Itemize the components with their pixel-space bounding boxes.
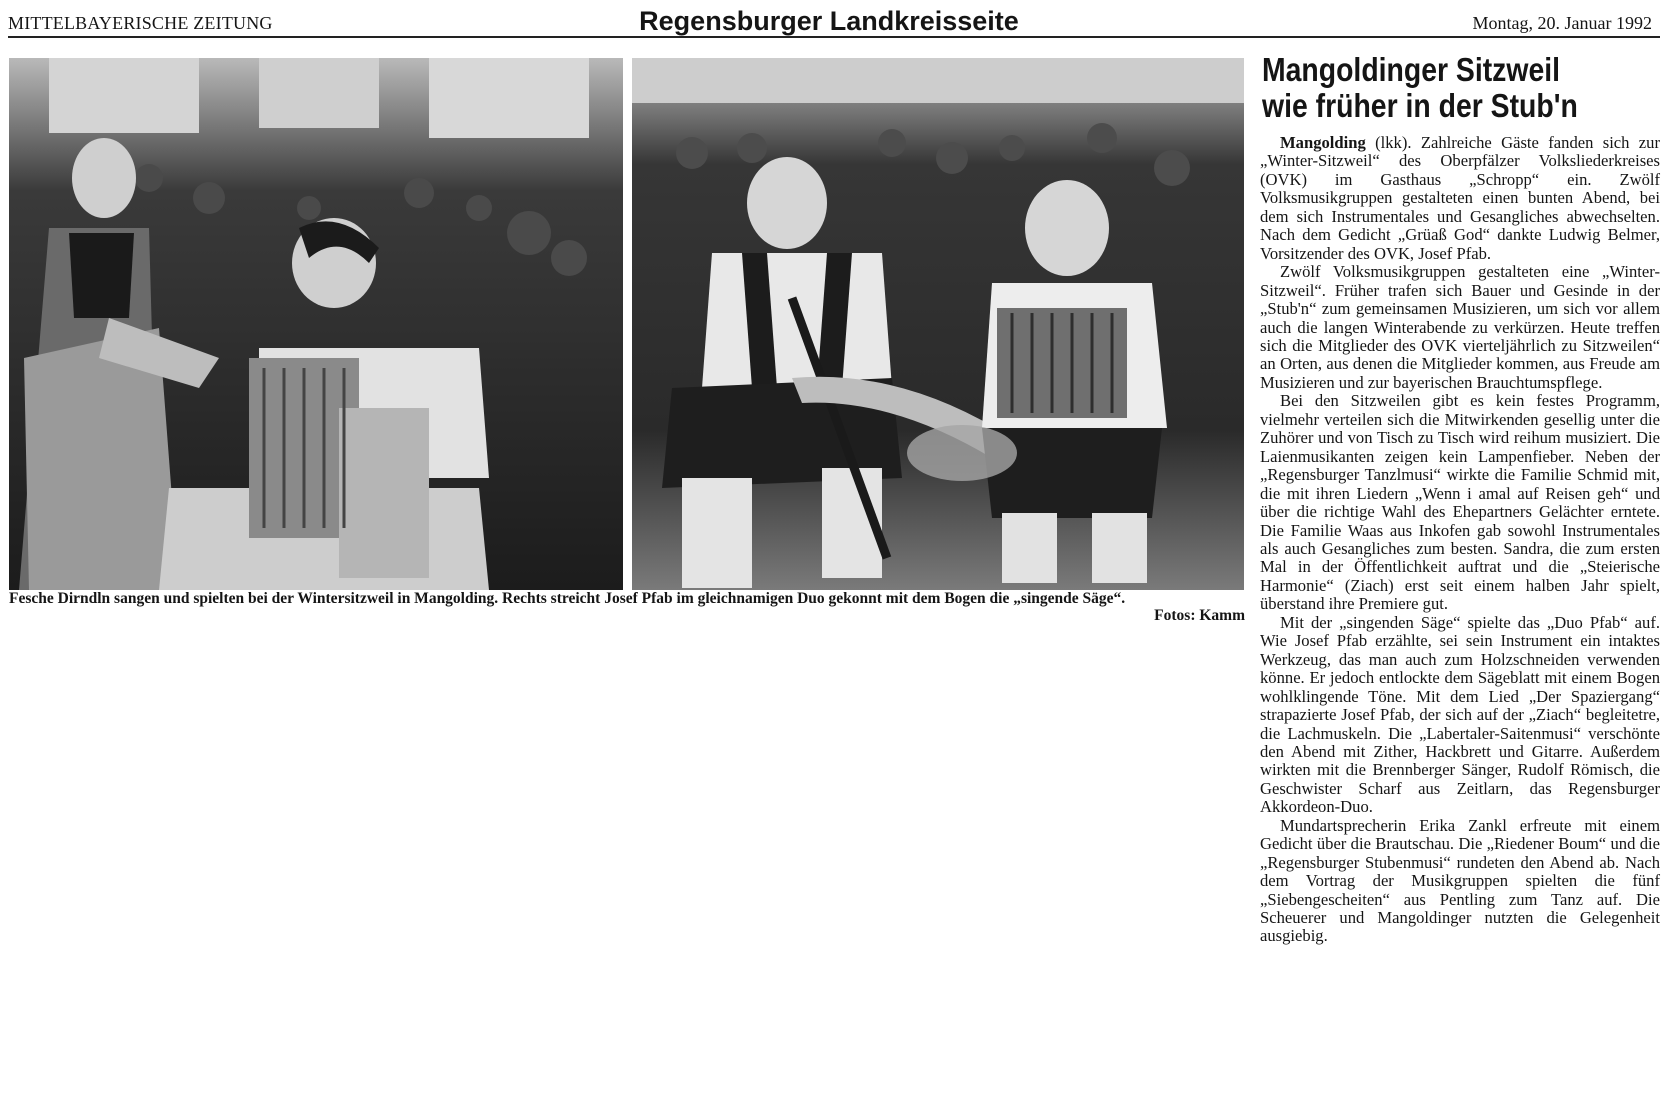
article bbox=[1260, 52, 1660, 946]
paragraph-text: (lkk). Zahlreiche Gäste fanden sich zur „Winter-Sitzweil“ des Oberpfälzer Volksliederkreises (OVK) im Gasthaus „Schropp“ ein. Zwölf Volksmusikgruppen gestalteten einen bunten Abend, bei dem sich Instrumentales und Gesangliches abwechselten. Nach dem Gedicht „Grüaß God“ dankte Ludwig Belmer, Vorsitzender des OVK, Josef Pfab. bbox=[1260, 133, 1660, 263]
article-paragraph: Mit der „singenden Säge“ spielte das „Duo Pfab“ auf. Wie Josef Pfab erzählte, sei sein Instrument ein intaktes Werkzeug, das man auch zum Holzschneiden verwenden könne. Er jedoch entlockte dem Sägeblatt mit einem Bogen wohlklingende Töne. Mit dem Lied „Der Spaziergang“ strapazierte Josef Pfab, der sich auf der „Ziach“ begleitetre, die Lachmuskeln. Die „Labertaler-Saitenmusi“ verschönte den Abend mit Zither, Hackbrett und Gitarre. Außerdem wirkten mit die Brennberger Sänger, Rudolf Römisch, die Geschwister Scharf aus Zeitlarn, das Regensburger Akkordeon-Duo. bbox=[1260, 612, 1660, 817]
masthead bbox=[8, 6, 1660, 36]
section-title: Regensburger Landkreisseite bbox=[639, 6, 1019, 36]
photo-caption bbox=[9, 590, 1245, 624]
photo-right-illustration bbox=[632, 58, 1244, 590]
photo-girls-accordion-zither bbox=[9, 58, 623, 590]
caption-text: Fesche Dirndln sangen und spielten bei der Wintersitzweil in Mangolding. Rechts streicht Josef Pfab im gleichnamigen Duo gekonnt mit dem Bogen die „singende Säge“. bbox=[9, 590, 1126, 607]
article-paragraph: Mundartsprecherin Erika Zankl erfreute mit einem Gedicht über die Brautschau. Die „Riedener Boum“ und die „Regensburger Stubenmusi“ rundeten den Abend ab. Nach dem Vortrag der Musikgruppen spielten die fünf „Siebengescheiten“ aus Pentling zum Tanz auf. Die Scheuerer und Mangoldinger nutzten die Gelegenheit ausgiebig. bbox=[1260, 815, 1660, 946]
dateline: Mangolding bbox=[1280, 133, 1366, 152]
article-headline bbox=[1262, 52, 1658, 124]
photo-duo-saw-accordion bbox=[632, 58, 1244, 590]
masthead-rule bbox=[8, 36, 1660, 38]
headline-line-1: Mangoldinger Sitzweil bbox=[1262, 51, 1561, 88]
headline-line-2: wie früher in der Stub'n bbox=[1262, 87, 1578, 124]
photo-left-illustration bbox=[9, 58, 623, 590]
article-paragraph: Bei den Sitzweilen gibt es kein festes Programm, vielmehr verteilen sich die Mitwirkenden gesellig unter die Zuhörer und von Tisch zu Tisch wird reihum musiziert. Die Laienmusikanten zeigen kein Lampenfieber. Neben der „Regensburger Tanzlmusi“ wirkte die Familie Schmid mit, die mit ihren Liedern „Wenn i amal auf Reisen geh“ und über die richtige Wahl des Ehepartners Gelächter erntete. Die Familie Waas aus Inkofen gab sowohl Instrumentales als auch Gesangliches zum besten. Sandra, die zum ersten Mal in der Öffentlichkeit auftrat und die „Steierische Harmonie“ (Ziach) erst seit einem halben Jahr spielt, überstand ihre Premiere gut. bbox=[1260, 391, 1660, 614]
photo-credit: Fotos: Kamm bbox=[1154, 607, 1245, 624]
article-paragraph bbox=[1260, 134, 1660, 263]
article-body bbox=[1260, 134, 1660, 946]
issue-date: Montag, 20. Januar 1992 bbox=[1472, 13, 1652, 33]
article-paragraph: Zwölf Volksmusikgruppen gestalteten eine „Winter-Sitzweil“. Früher trafen sich Bauer und Gesinde in der „Stub'n“ zum gemeinsamen Musizieren, um sich vor allem auch die langen Winterabende zu verkürzen. Heute treffen sich die Mitglieder des OVK vierteljährlich zu Sitzweilen“ an Orten, aus denen die Mitglieder kommen, aus Freude am Musizieren und zur bayerischen Brauchtumspflege. bbox=[1260, 262, 1660, 392]
newspaper-name: MITTELBAYERISCHE ZEITUNG bbox=[8, 13, 273, 33]
